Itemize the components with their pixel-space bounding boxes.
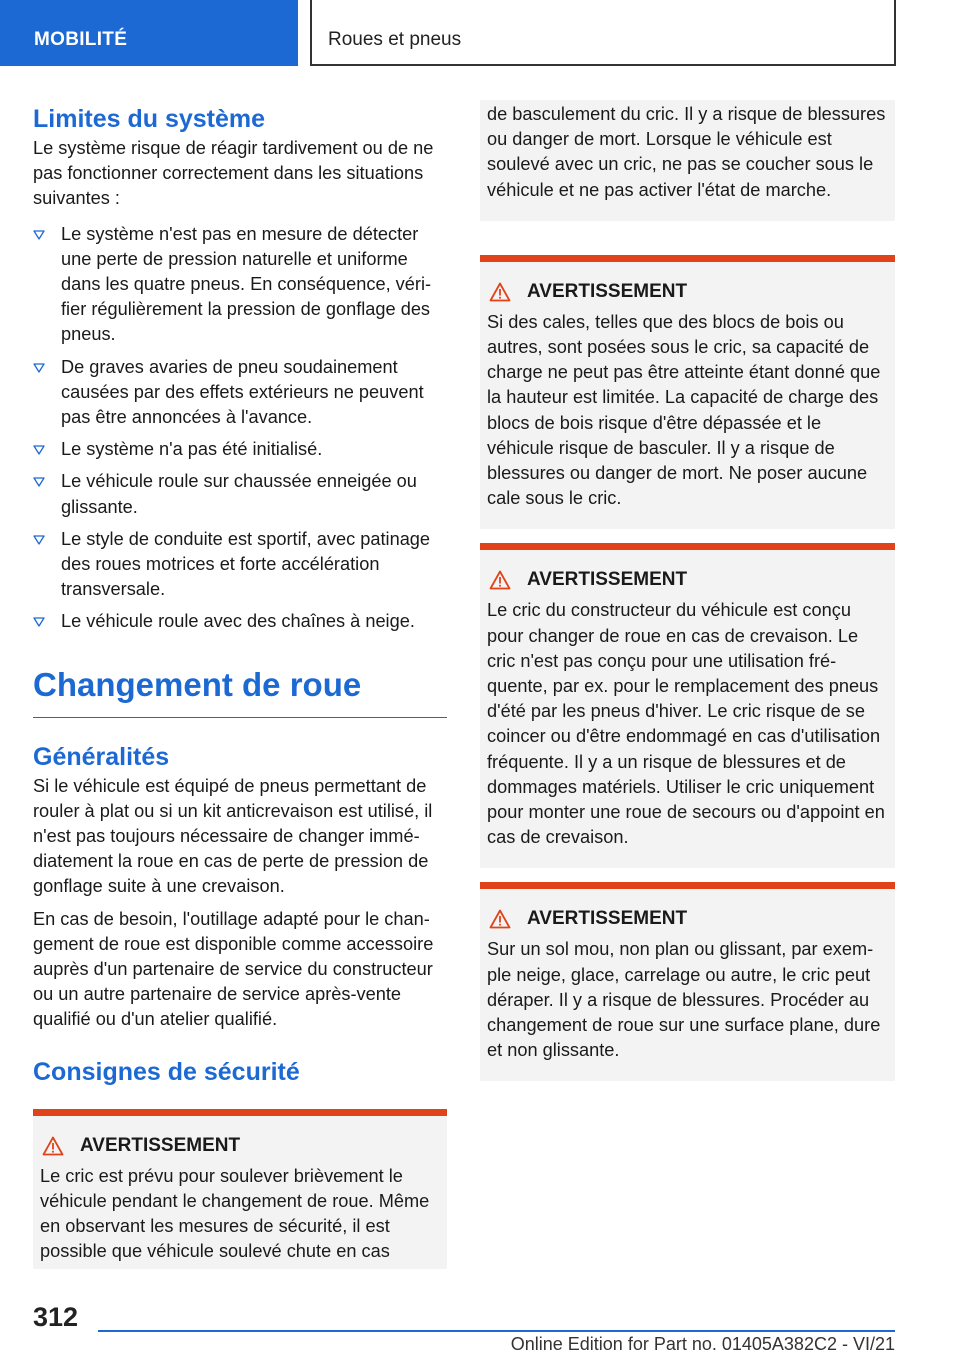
- general-paragraph-1: Si le véhicule est équipé de pneus permettant de rouler à plat ou si un kit anticrevaison est utilisé, il n'est pas toujours nécessaire de changer immédiatement la roue en cas de perte de pression de gonflage suite à une crevaison.: [33, 775, 433, 897]
- bullet-triangle-icon: [33, 445, 45, 455]
- section-label: MOBILITÉ: [0, 0, 298, 66]
- warning-box-4: [480, 882, 895, 1081]
- warning-triangle-icon: [42, 1136, 64, 1156]
- warning-text-3: Le cric du constructeur du véhicule est conçu pour changer de roue en cas de crevaison. Le cric n'est pas conçu pour une utilisation fréquente, par ex. pour le remplacement des pneus d'été par les pneus d'hiver. Le cric risque de se coincer ou d'être endommagé en cas d'utilisation fréquente. Il y a un risque de blessures et de dommages matériels. Utiliser le cric uniquement pour monter une roue de secours ou d'appoint en cas de crevaison.: [487, 600, 885, 848]
- bullet-triangle-icon: [33, 477, 45, 487]
- warning-box-1-continued: [480, 100, 895, 221]
- limits-list-item: [33, 527, 447, 603]
- warning-triangle-icon: [489, 570, 511, 590]
- limits-list-item: [33, 469, 447, 519]
- bullet-triangle-icon: [33, 617, 45, 627]
- warning-text-1: Le cric est prévu pour soulever brièvement le véhicule pendant le changement de roue. Même en observant les mesures de sécurité, il est possible que véhicule soulevé chute en cas: [40, 1165, 430, 1262]
- safety-heading: Consignes de sécurité: [33, 1057, 300, 1086]
- page-header: [0, 0, 960, 66]
- limits-list-item-text: Le système n'est pas en mesure de détecter une perte de pression naturelle et uniforme dans les quatre pneus. En conséquence, vérifier régulièrement la pression de gonflage des pneus.: [61, 223, 432, 345]
- right-column: [480, 100, 895, 1081]
- warning-triangle-icon: [489, 282, 511, 302]
- limits-list-item: [33, 437, 447, 462]
- warning-title-text-3: AVERTISSEMENT: [527, 569, 688, 591]
- limits-list: [33, 222, 447, 635]
- chapter-heading: Changement de roue: [33, 663, 447, 718]
- warning-text-1-continued: de basculement du cric. Il y a risque de blessures ou danger de mort. Lorsque le véhicule est soulevé avec un cric, ne pas se coucher sous le véhicule et ne pas activer l'état de marche.: [487, 104, 886, 200]
- limits-list-item: [33, 609, 447, 634]
- general-heading: Généralités: [33, 742, 170, 771]
- limits-list-item-text: Le véhicule roule avec des chaînes à neige.: [61, 611, 415, 632]
- warning-title-4: [487, 907, 888, 931]
- bullet-triangle-icon: [33, 535, 45, 545]
- warning-spacer: [480, 221, 895, 255]
- warning-text-4: Sur un sol mou, non plan ou glissant, par exemple neige, glace, carrelage ou autre, le cric peut déraper. Il y a risque de blessures. Procéder au changement de roue sur une surface plane, dure et non glissante.: [487, 939, 881, 1061]
- page-number: 312: [33, 1302, 79, 1332]
- warning-title-1: [40, 1134, 440, 1158]
- general-paragraph-2: En cas de besoin, l'outillage adapté pour le changement de roue est disponible comme accessoire auprès d'un partenaire de service du constructeur ou un autre partenaire de service après-vente qualifié ou d'un atelier qualifié.: [33, 908, 434, 1030]
- limits-list-item-text: De graves avaries de pneu soudainement causées par des effets extérieurs ne peuvent pas être annoncées à l'avance.: [61, 356, 424, 428]
- limits-list-item-text: Le style de conduite est sportif, avec patinage des roues motrices et forte accélération transversale.: [61, 528, 431, 600]
- left-column: [33, 100, 447, 1269]
- topic-label: Roues et pneus: [310, 0, 896, 66]
- footer-divider: [98, 1330, 895, 1332]
- warning-box-2: [480, 255, 895, 530]
- limits-list-item-text: Le système n'a pas été initialisé.: [61, 439, 323, 460]
- warning-box-3: [480, 543, 895, 868]
- warning-triangle-icon: [489, 909, 511, 929]
- warning-box-1: [33, 1109, 447, 1269]
- limits-list-item: [33, 222, 447, 348]
- bullet-triangle-icon: [33, 363, 45, 373]
- limits-list-item-text: Le véhicule roule sur chaussée enneigée ou glissante.: [61, 471, 417, 517]
- warning-title-2: [487, 280, 888, 304]
- limits-list-item: [33, 355, 447, 431]
- warning-title-3: [487, 568, 888, 592]
- warning-title-text-2: AVERTISSEMENT: [527, 280, 688, 302]
- limits-intro: Le système risque de réagir tardivement ou de ne pas fonctionner correctement dans les situations suivantes :: [33, 138, 434, 209]
- bullet-triangle-icon: [33, 230, 45, 240]
- warning-title-text-4: AVERTISSEMENT: [527, 908, 688, 930]
- warning-title-text-1: AVERTISSEMENT: [80, 1134, 241, 1156]
- edition-label: Online Edition for Part no. 01405A382C2 - VI/21: [510, 1334, 895, 1354]
- limits-heading: Limites du système: [33, 105, 266, 133]
- warning-text-2: Si des cales, telles que des blocs de bois ou autres, sont posées sous le cric, sa capacité de charge ne peut pas être atteinte étant donné que la hauteur est limitée. La capacité de charge des blocs de bois risque d'être dépassée et le véhicule risque de basculer. Il y a risque de blessures ou danger de mort. Ne poser aucune cale sous le cric.: [487, 311, 881, 509]
